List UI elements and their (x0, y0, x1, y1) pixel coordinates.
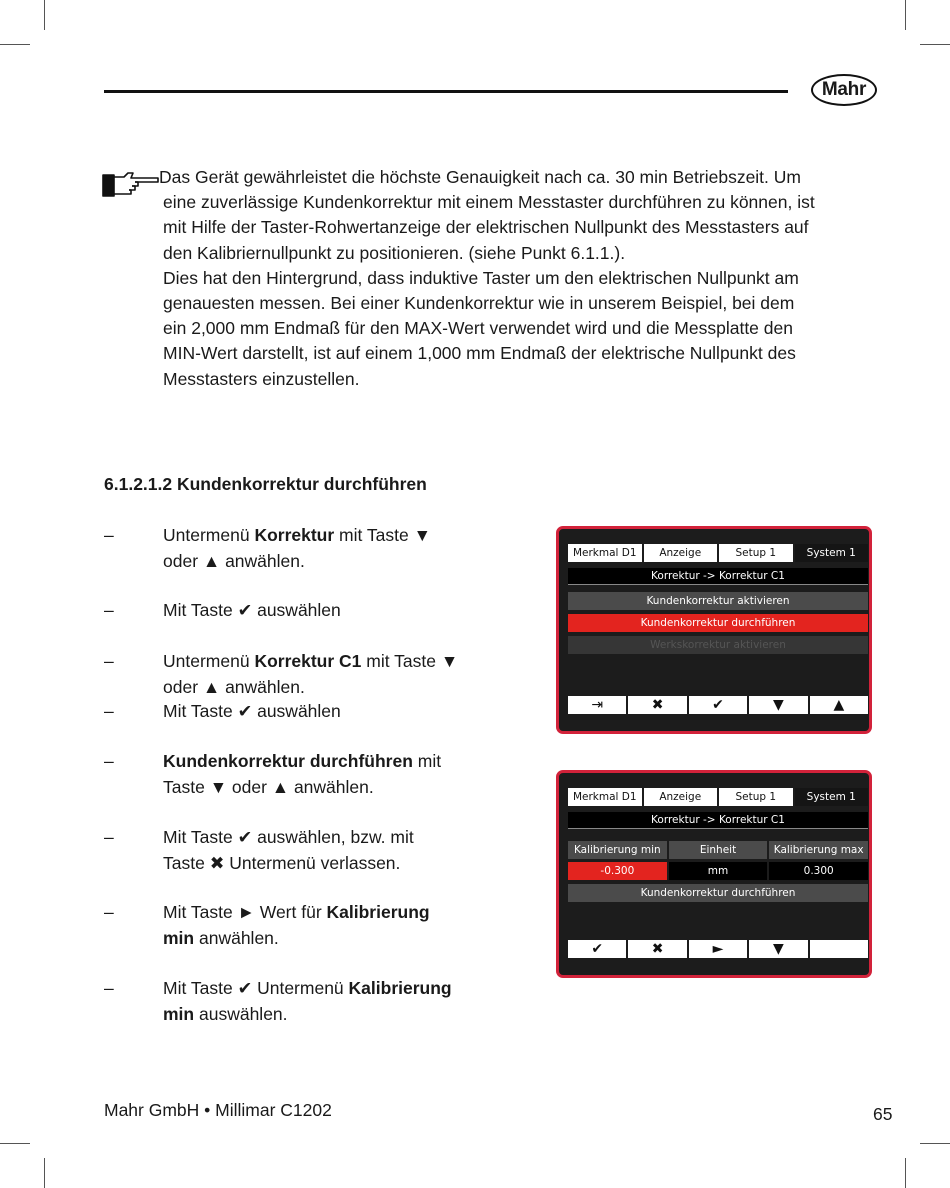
softkey-bar (568, 696, 868, 714)
section-title: 6.1.2.1.2 Kundenkorrektur durchführen (104, 474, 427, 494)
step-text: oder ▲ anwählen. (163, 550, 305, 571)
step-dash: – (104, 651, 114, 671)
arrow-down-icon[interactable]: ▼ (749, 696, 807, 714)
step-dash: – (104, 701, 114, 721)
arrow-down-icon[interactable]: ▼ (749, 940, 807, 958)
note-line: den Kalibriernullpunkt zu positionieren. (siehe Punkt 6.1.1.). (163, 242, 626, 263)
tab-system[interactable]: System 1 (795, 788, 869, 806)
arrow-right-icon[interactable]: ► (689, 940, 747, 958)
menu-path: Korrektur -> Korrektur C1 (568, 812, 868, 828)
step-dash: – (104, 751, 114, 771)
step-dash: – (104, 525, 114, 545)
step-keyword: Korrektur (254, 525, 335, 545)
step-keyword: Korrektur C1 (254, 651, 362, 671)
note-line: ein 2,000 mm Endmaß für den MAX-Wert verwendet wird und die Messplatte den (163, 318, 793, 339)
step-text: Mit Taste ✔ auswählen (163, 701, 341, 721)
exit-icon[interactable]: ⇥ (568, 696, 626, 714)
value-kalibrierung-max[interactable]: 0.300 (769, 862, 868, 880)
cancel-icon[interactable]: ✖ (628, 696, 686, 714)
pointing-hand-icon (102, 170, 160, 198)
cancel-icon[interactable]: ✖ (628, 940, 686, 958)
header-rule (104, 90, 788, 93)
tab-anzeige[interactable]: Anzeige (644, 544, 718, 562)
menu-item-werkskorrektur-aktivieren[interactable]: Werkskorrektur aktivieren (568, 636, 868, 654)
step-text: Untermenü (163, 525, 255, 545)
step-keyword: min (163, 927, 195, 948)
step-text: anwählen. (194, 927, 279, 948)
step-text: mit Taste ▼ (334, 525, 431, 545)
step-text: oder ▲ anwählen. (163, 676, 305, 697)
step-text: Taste ✖ Untermenü verlassen. (163, 852, 401, 873)
calibration-header-row (568, 841, 868, 859)
menu-item-kundenkorrektur-durchfuehren[interactable]: Kundenkorrektur durchführen (568, 884, 868, 902)
value-einheit[interactable]: mm (669, 862, 768, 880)
note-text (159, 165, 883, 392)
menu-item-kundenkorrektur-aktivieren[interactable]: Kundenkorrektur aktivieren (568, 592, 868, 610)
step-keyword: Kalibrierung (348, 978, 452, 998)
crop-mark (920, 44, 950, 45)
softkey-bar (568, 940, 868, 958)
crop-mark (0, 44, 30, 45)
header-kalibrierung-min: Kalibrierung min (568, 841, 667, 859)
tab-system[interactable]: System 1 (795, 544, 869, 562)
crop-mark (0, 1143, 30, 1144)
device-screen-korrektur-menu (556, 526, 872, 734)
step-text: Mit Taste ✔ Untermenü (163, 978, 349, 998)
header-kalibrierung-max: Kalibrierung max (769, 841, 868, 859)
confirm-check-icon[interactable]: ✔ (568, 940, 626, 958)
menu-item-kundenkorrektur-durchfuehren[interactable]: Kundenkorrektur durchführen (568, 614, 868, 632)
tab-merkmal[interactable]: Merkmal D1 (568, 788, 642, 806)
step-text: mit Taste ▼ (361, 651, 459, 671)
step-keyword: Kalibrierung (326, 902, 430, 922)
crop-mark (44, 1158, 45, 1188)
footer-company: Mahr GmbH • Millimar C1202 (104, 1100, 332, 1120)
step-text: mit (412, 751, 442, 771)
divider (568, 828, 868, 829)
step-text: auswählen. (194, 1003, 288, 1024)
step-text: Mit Taste ✔ auswählen (163, 600, 341, 620)
step-text: Mit Taste ✔ auswählen, bzw. mit (163, 827, 414, 847)
step-dash: – (104, 902, 114, 922)
crop-mark (905, 0, 906, 30)
step-dash: – (104, 600, 114, 620)
note-line: genauesten messen. Bei einer Kundenkorrektur wie in unserem Beispiel, bei dem (163, 293, 795, 314)
step-text: Untermenü (163, 651, 255, 671)
note-line: Messtasters einzustellen. (163, 368, 360, 389)
tab-anzeige[interactable]: Anzeige (644, 788, 718, 806)
crop-mark (920, 1143, 950, 1144)
note-line: Dies hat den Hintergrund, dass induktive Taster um den elektrischen Nullpunkt am (163, 267, 799, 288)
step-text: Taste ▼ oder ▲ anwählen. (163, 776, 374, 797)
empty-softkey[interactable] (810, 940, 868, 958)
tab-setup[interactable]: Setup 1 (719, 544, 793, 562)
step-text: Mit Taste ► Wert für (163, 902, 327, 922)
note-line: eine zuverlässige Kundenkorrektur mit einem Messtaster durchführen zu können, ist (163, 192, 815, 213)
calibration-value-row (568, 862, 868, 880)
value-kalibrierung-min[interactable]: -0.300 (568, 862, 667, 880)
note-line: MIN-Wert darstellt, ist auf einem 1,000 mm Endmaß der elektrische Nullpunkt des (163, 343, 796, 364)
step-dash: – (104, 827, 114, 847)
divider (568, 584, 868, 585)
crop-mark (44, 0, 45, 30)
note-line: mit Hilfe der Taster-Rohwertanzeige der elektrischen Nullpunkt des Messtasters auf (163, 217, 809, 238)
step-keyword: Kundenkorrektur durchführen (163, 751, 413, 771)
screen-tabs (568, 544, 868, 562)
mahr-logo: Mahr (811, 74, 877, 106)
step-dash: – (104, 978, 114, 998)
page-number: 65 (873, 1104, 893, 1124)
device-screen-kalibrierung (556, 770, 872, 978)
crop-mark (905, 1158, 906, 1188)
confirm-check-icon[interactable]: ✔ (689, 696, 747, 714)
note-line: Das Gerät gewährleistet die höchste Genauigkeit nach ca. 30 min Betriebszeit. Um (159, 167, 801, 187)
tab-merkmal[interactable]: Merkmal D1 (568, 544, 642, 562)
menu-path: Korrektur -> Korrektur C1 (568, 568, 868, 584)
step-keyword: min (163, 1003, 195, 1024)
arrow-up-icon[interactable]: ▲ (810, 696, 868, 714)
header-einheit: Einheit (669, 841, 768, 859)
tab-setup[interactable]: Setup 1 (719, 788, 793, 806)
screen-tabs (568, 788, 868, 806)
